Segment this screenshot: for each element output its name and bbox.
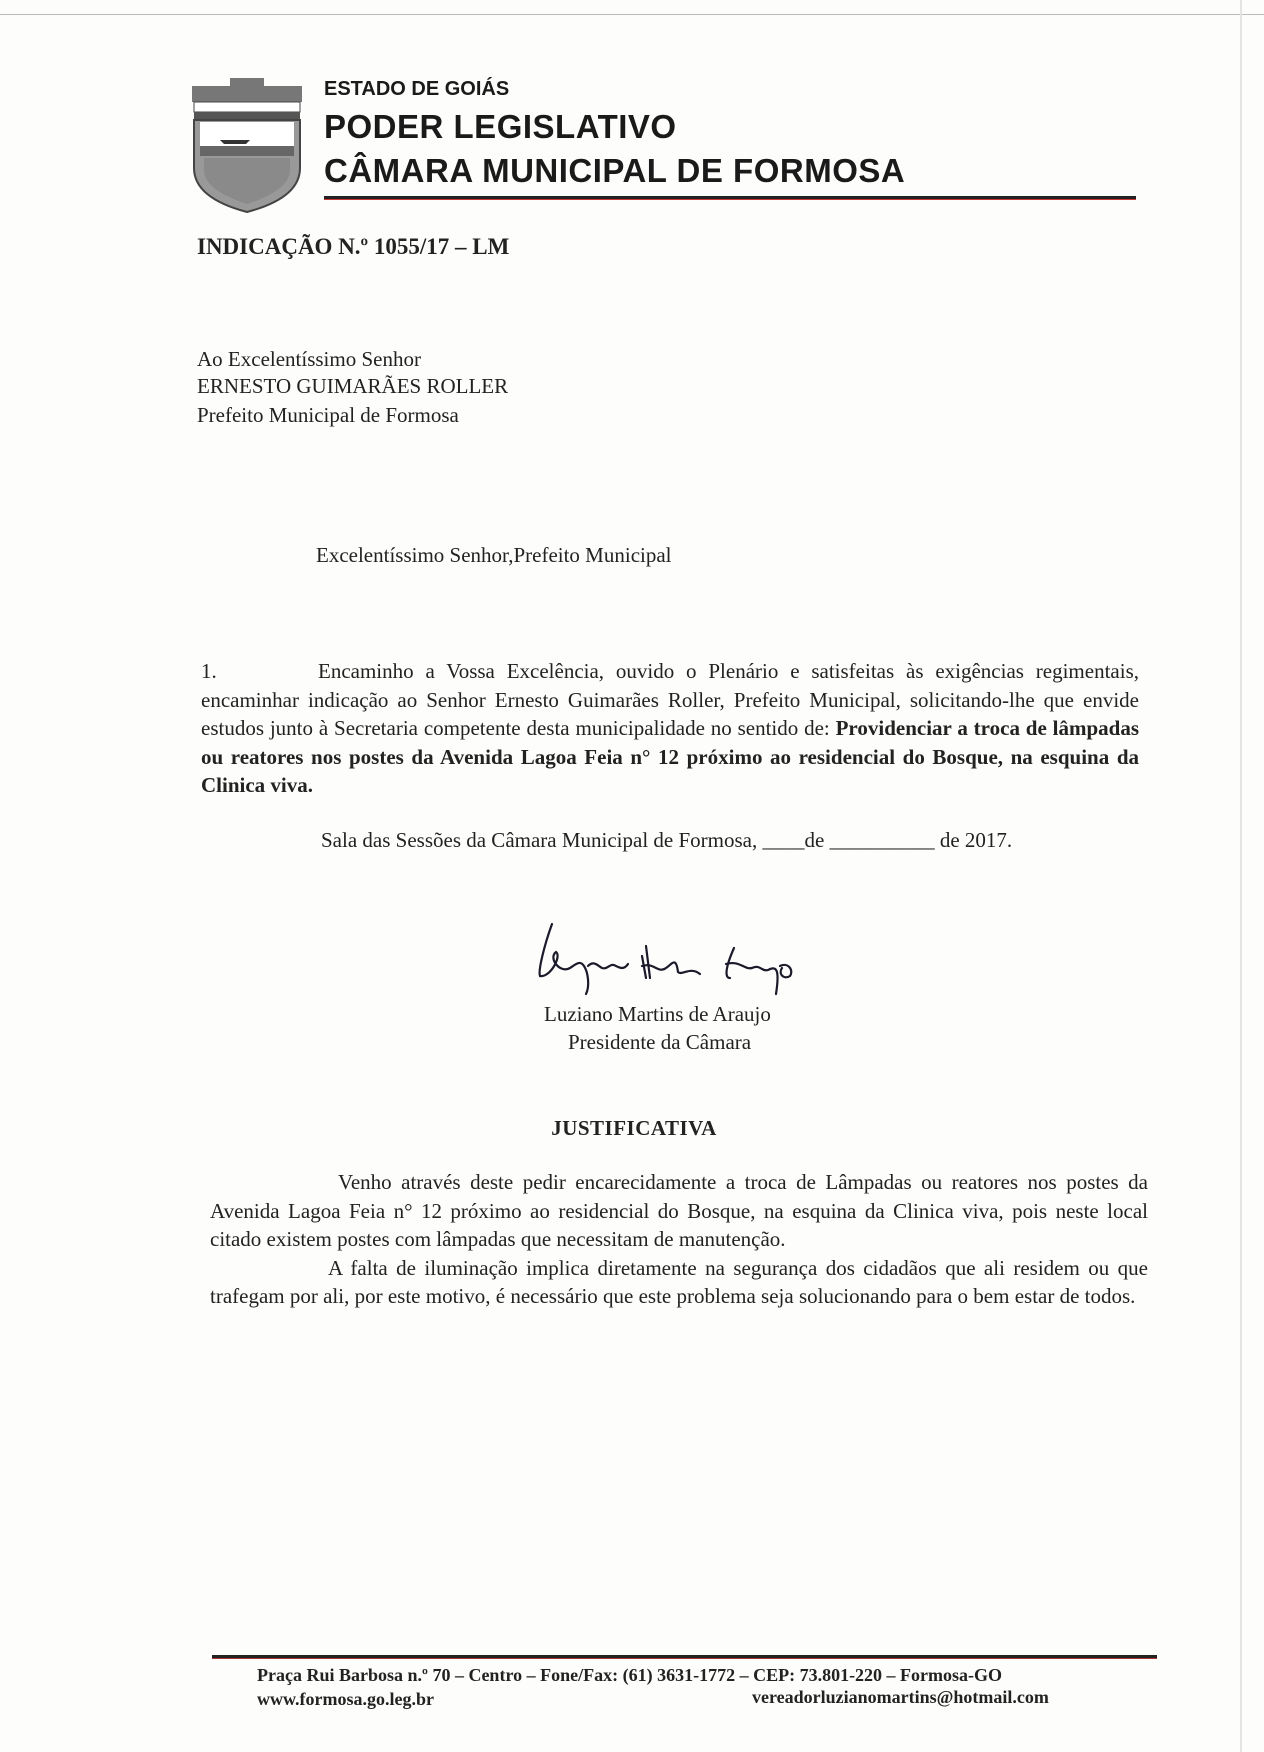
header-divider <box>324 196 1136 200</box>
session-line: Sala das Sessões da Câmara Municipal de Formosa, ____de __________ de 2017. <box>321 828 1013 852</box>
paragraph-number: 1. <box>201 659 217 683</box>
salutation: Excelentíssimo Senhor,Prefeito Municipal <box>316 543 672 567</box>
body-paragraph <box>201 657 1139 800</box>
footer-email[interactable]: vereadorluzianomartins@hotmail.com <box>752 1687 1049 1707</box>
municipal-emblem <box>190 78 304 214</box>
addressee-line-1: Ao Excelentíssimo Senhor <box>197 347 421 371</box>
scan-edge-shadow <box>1240 0 1242 1752</box>
indication-number: INDICAÇÃO N.º 1055/17 – LM <box>197 234 510 259</box>
footer-website[interactable]: www.formosa.go.leg.br <box>257 1689 434 1709</box>
justification-text <box>210 1168 1148 1311</box>
footer-divider <box>212 1655 1157 1659</box>
handwritten-signature <box>530 916 820 998</box>
addressee-line-2: ERNESTO GUIMARÃES ROLLER <box>197 374 509 398</box>
signer-name: Luziano Martins de Araujo <box>544 1002 771 1026</box>
footer-address: Praça Rui Barbosa n.º 70 – Centro – Fone/Fax: (61) 3631-1772 – CEP: 73.801-220 – Formosa-GO <box>257 1665 1003 1685</box>
addressee-line-3: Prefeito Municipal de Formosa <box>197 403 459 427</box>
justification-title: JUSTIFICATIVA <box>551 1116 717 1140</box>
header-power: PODER LEGISLATIVO <box>324 108 677 145</box>
header-state: ESTADO DE GOIÁS <box>324 78 510 100</box>
justification-paragraph-1: Venho através deste pedir encarecidamente a troca de Lâmpadas ou reatores nos postes da Avenida Lagoa Feia n° 12 próximo ao residencial do Bosque, na esquina da Clinica viva, pois neste local citado existem postes com lâmpadas que necessitam de manutenção. <box>210 1170 1148 1251</box>
justification-paragraph-2: A falta de iluminação implica diretamente na segurança dos cidadãos que ali residem ou que trafegam por ali, por este motivo, é necessário que este problema seja solucionando para o bem estar de todos. <box>210 1255 1148 1308</box>
scan-edge-line <box>0 14 1264 15</box>
header-chamber: CÂMARA MUNICIPAL DE FORMOSA <box>324 152 906 189</box>
signer-role: Presidente da Câmara <box>568 1030 752 1054</box>
body-request: Providenciar a troca de lâmpadas ou reatores nos postes da Avenida Lagoa Feia n° 12 próximo ao residencial do Bosque, na esquina da Clinica viva. <box>201 716 1139 797</box>
body-text: Encaminho a Vossa Excelência, ouvido o Plenário e satisfeitas às exigências regimentais, encaminhar indicação ao Senhor Ernesto Guimarães Roller, Prefeito Municipal, solicitando-lhe que envide estudos junto à Secretaria competente desta municipalidade no sentido de: <box>201 659 1139 740</box>
